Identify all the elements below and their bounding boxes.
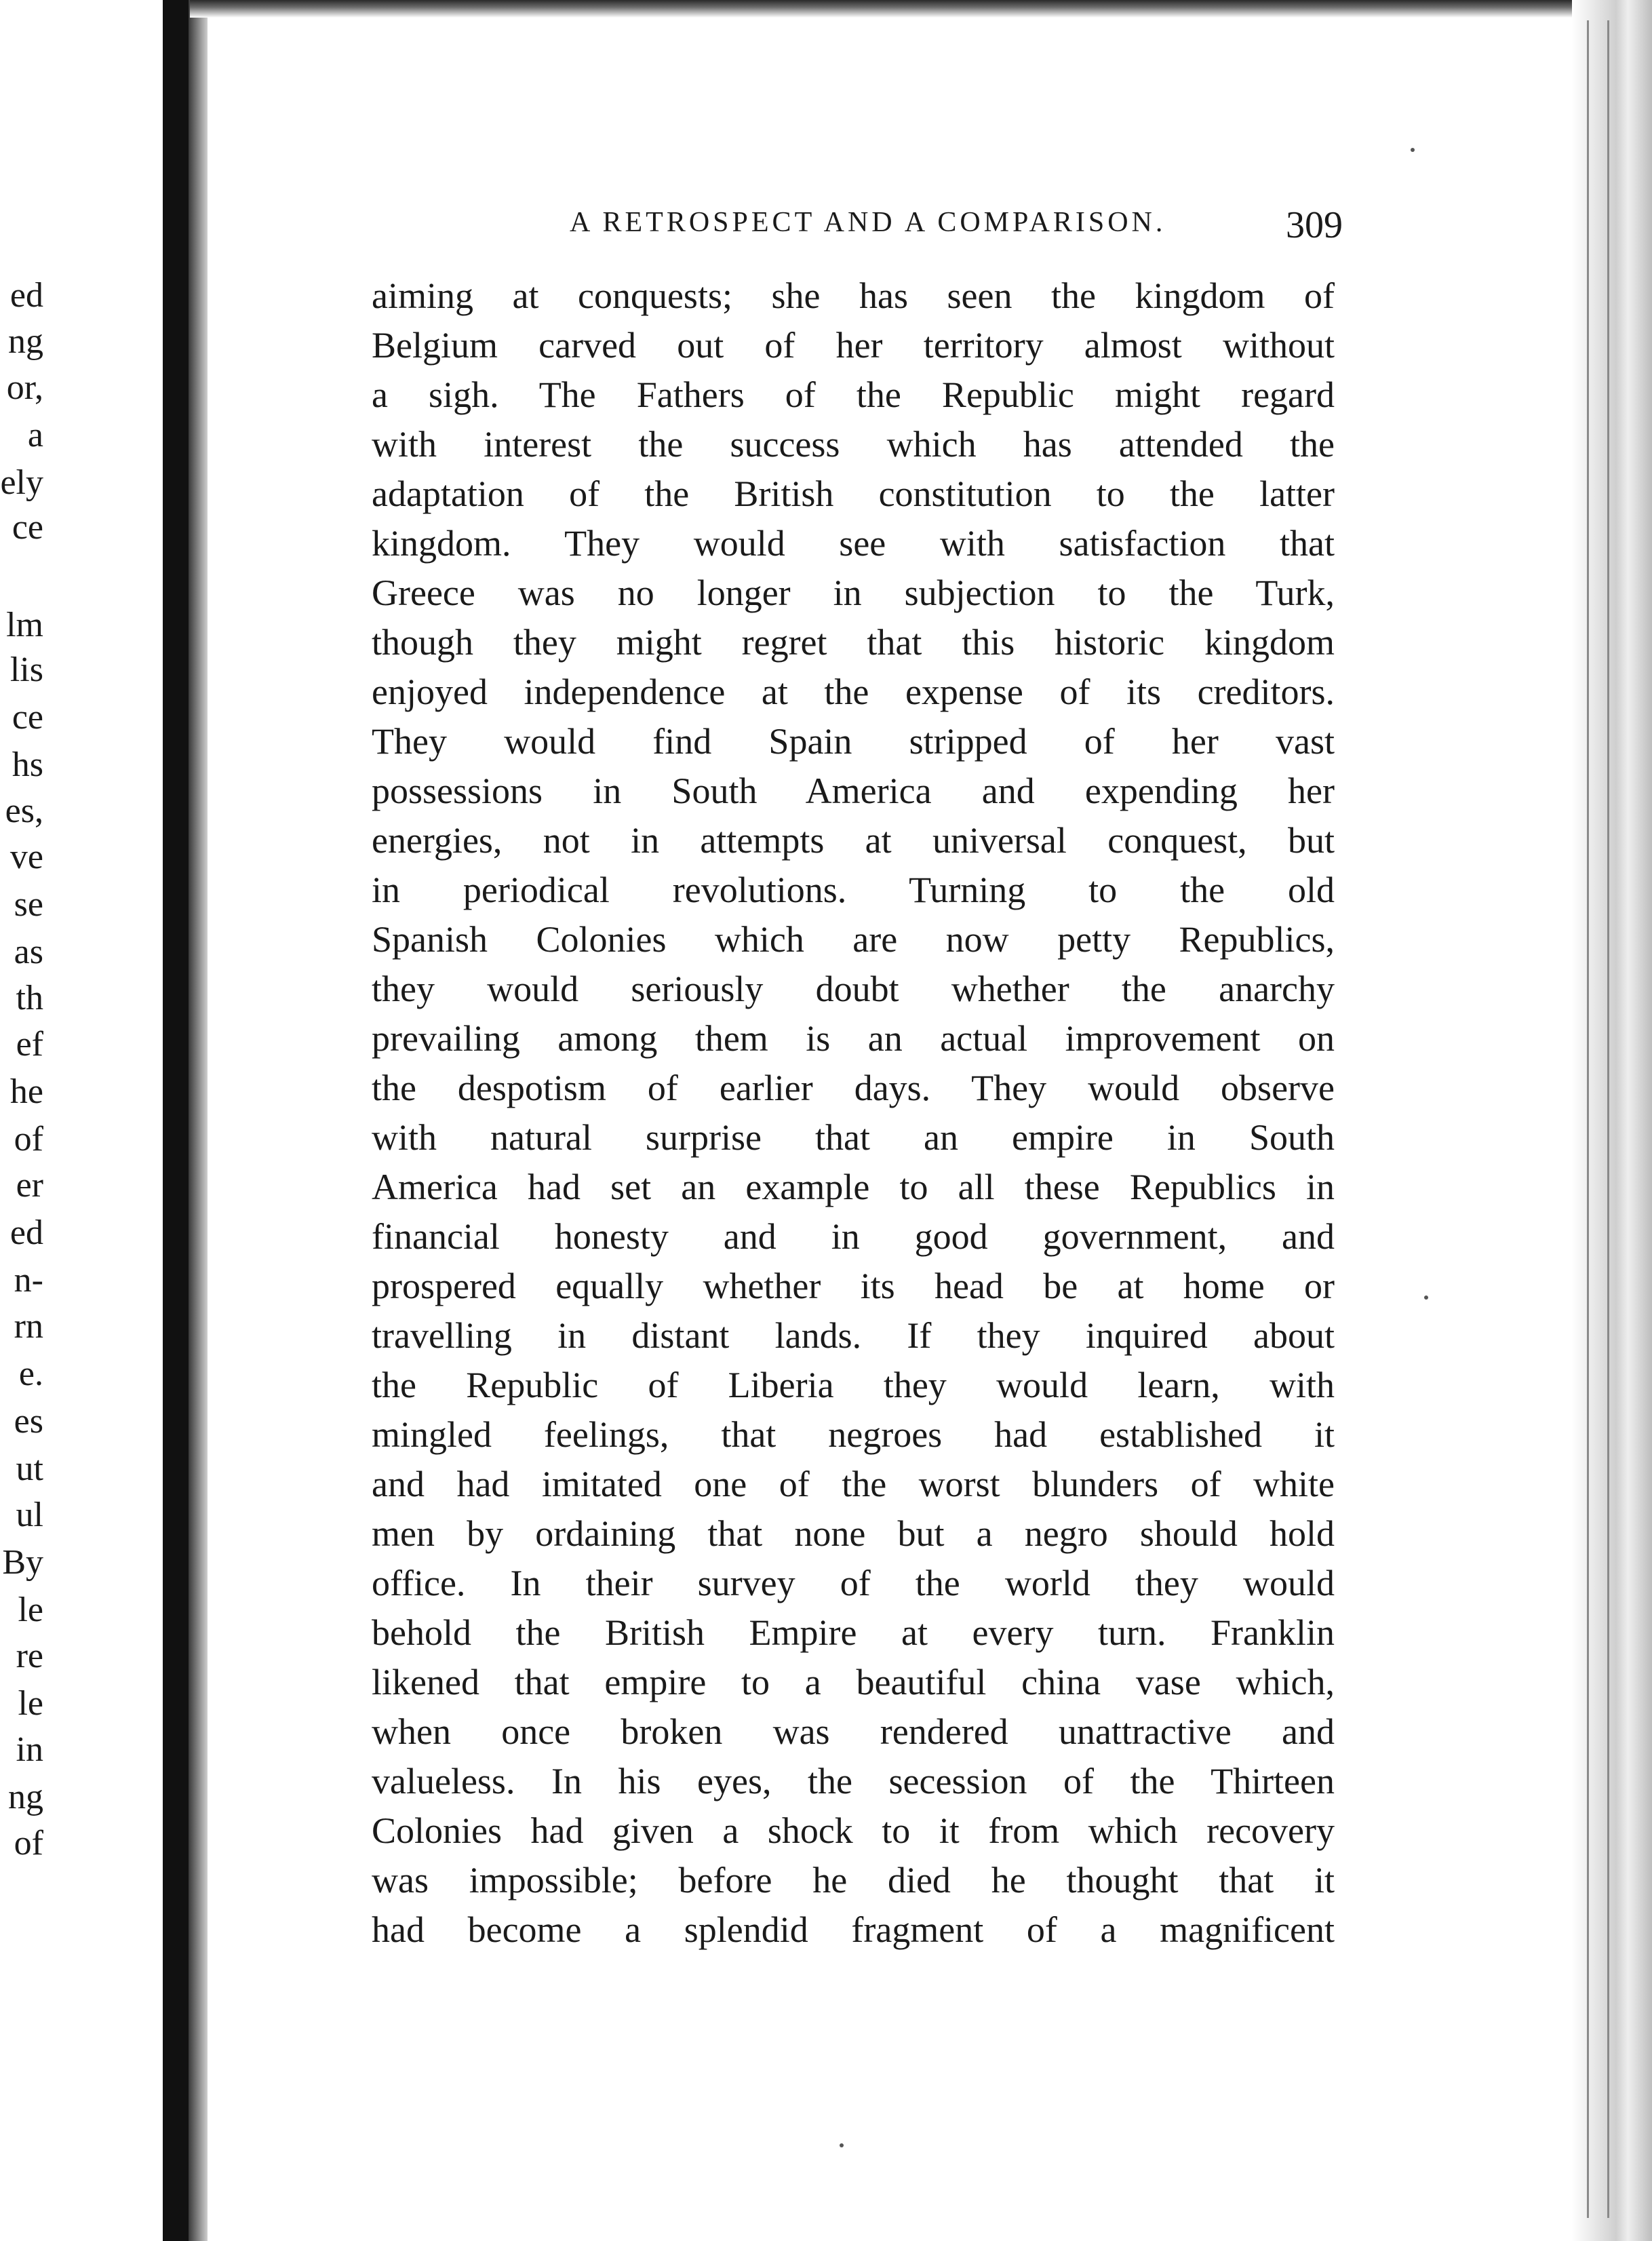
text-line: enjoyed independence at the expense of its creditors. [372,671,1335,712]
left-page-fragment: he [9,1072,43,1111]
text-line: Spanish Colonies which are now petty Republics, [372,919,1335,960]
page-stack-edge [1572,0,1652,2241]
page-number: 309 [1286,204,1343,246]
text-line: in periodical revolutions. Turning to the old [372,870,1335,910]
left-page-fragment: a [27,416,43,454]
text-line: behold the British Empire at every turn. Franklin [372,1612,1335,1653]
left-page-fragment: se [14,885,43,924]
text-line: they would seriously doubt whether the anarchy [372,969,1335,1009]
running-head [570,203,1343,244]
left-page-fragment: re [16,1637,43,1675]
page-edge-line [1607,20,1609,2218]
scan-speck [1411,148,1415,152]
running-head-title: A RETROSPECT AND A COMPARISON. [570,207,1166,238]
text-line: Colonies had given a shock to it from which recovery [372,1810,1335,1851]
text-line: was impossible; before he died he thought that it [372,1860,1335,1901]
text-line: energies, not in attempts at universal conquest, but [372,820,1335,861]
text-line: travelling in distant lands. If they inquired about [372,1315,1335,1356]
gutter-shadow [189,0,208,2241]
text-line: likened that empire to a beautiful china vase which, [372,1662,1335,1702]
left-facing-page [0,0,163,2241]
left-page-fragment: lis [9,650,43,689]
left-page-fragment: le [18,1684,43,1723]
left-page-fragment: ng [8,1778,43,1816]
left-page-fragment: ed [9,276,43,315]
text-line: the Republic of Liberia they would learn, with [372,1365,1335,1405]
left-page-fragment: of [14,1824,43,1863]
book-spine [163,0,189,2241]
left-page-fragment: ve [9,838,43,876]
left-page-fragment: By [2,1543,43,1582]
text-line: mingled feelings, that negroes had established it [372,1414,1335,1455]
left-page-fragment: lm [6,606,43,644]
left-page-fragment: as [14,933,43,971]
left-page-fragment: of [14,1120,43,1158]
left-page-fragment: hs [12,745,43,784]
left-page-fragment: ut [16,1449,43,1488]
left-page-fragment: rn [14,1307,43,1346]
text-line: had become a splendid fragment of a magnificent [372,1909,1335,1950]
left-page-fragment: n- [14,1261,43,1300]
text-line: financial honesty and in good government, and [372,1216,1335,1257]
text-line: though they might regret that this historic kingdom [372,622,1335,663]
text-line: Greece was no longer in subjection to the Turk, [372,572,1335,613]
text-line: prospered equally whether its head be at home or [372,1266,1335,1306]
scan-speck [1424,1295,1428,1300]
left-page-fragment: e. [18,1355,43,1393]
text-line: office. In their survey of the world they would [372,1563,1335,1603]
left-page-fragment: ely [0,463,43,502]
text-line: adaptation of the British constitution to the latter [372,473,1335,514]
left-page-fragment: es [14,1402,43,1441]
text-line: Belgium carved out of her territory almost without [372,325,1335,366]
left-page-fragment: er [16,1166,43,1205]
scan-speck [840,2143,844,2147]
text-line: America had set an example to all these Republics in [372,1167,1335,1207]
left-page-fragment: ed [9,1213,43,1252]
text-line: and had imitated one of the worst blunders of white [372,1464,1335,1504]
text-line: They would find Spain stripped of her vast [372,721,1335,762]
left-page-fragment: in [16,1730,43,1769]
left-page-fragment: ul [16,1496,43,1534]
body-text [372,271,1335,1955]
text-line: with natural surprise that an empire in South [372,1117,1335,1158]
text-line: possessions in South America and expending her [372,771,1335,811]
text-line: when once broken was rendered unattractive and [372,1711,1335,1752]
left-page-fragment: or, [6,368,43,407]
left-page-fragment: ce [12,508,43,547]
text-line: aiming at conquests; she has seen the kingdom of [372,275,1335,316]
left-page-fragment: le [18,1591,43,1629]
left-page-fragment: ng [8,322,43,361]
text-line: the despotism of earlier days. They would observe [372,1068,1335,1108]
left-page-fragment: es, [5,792,43,830]
text-line: with interest the success which has attended the [372,424,1335,465]
page-edge-line [1587,20,1589,2218]
text-line: kingdom. They would see with satisfaction that [372,523,1335,564]
left-page-fragment: th [16,979,43,1017]
text-line: a sigh. The Fathers of the Republic might regard [372,374,1335,415]
text-line: men by ordaining that none but a negro should hold [372,1513,1335,1554]
top-scan-edge [190,0,1600,18]
left-page-fragment: ef [16,1025,43,1064]
text-line: valueless. In his eyes, the secession of the Thirteen [372,1761,1335,1801]
left-page-fragment: ce [12,698,43,737]
text-line: prevailing among them is an actual improvement on [372,1018,1335,1059]
